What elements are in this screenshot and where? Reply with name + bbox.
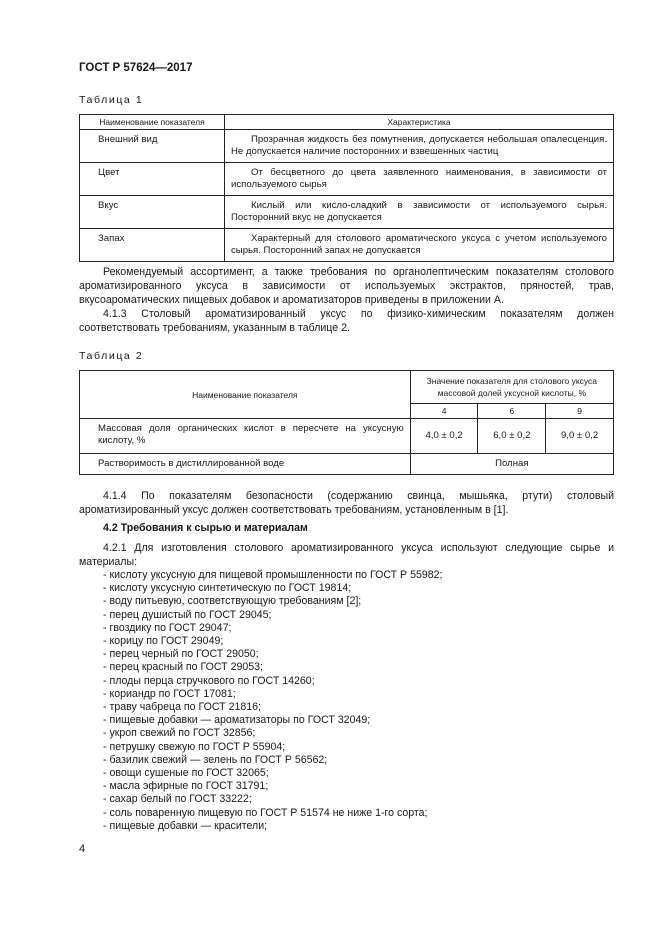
paragraph-4-2-1: 4.2.1 Для изготовления столового ароматизированного уксуса используют следующие сырье и материалы:: [79, 542, 614, 568]
table2-header-value: Значение показателя для столового уксуса массовой долей уксусной кислоты, %: [410, 371, 613, 404]
table-row: [80, 229, 614, 262]
table2-cell-value: 4,0 ± 0,2: [410, 419, 478, 454]
list-item: - масла эфирные по ГОСТ 31791;: [103, 780, 269, 793]
table2-cell-name: Растворимость в дистиллированной воде: [80, 454, 411, 475]
list-item: - плоды перца стручкового по ГОСТ 14260;: [103, 674, 315, 687]
materials-list: [103, 569, 442, 833]
list-item: - гвоздику по ГОСТ 29047;: [103, 621, 232, 634]
list-item: - перец душистый по ГОСТ 29045;: [103, 608, 272, 621]
table1-header-characteristic: Характеристика: [225, 115, 614, 130]
table-row: [80, 163, 614, 196]
table1-cell-name: Внешний вид: [80, 130, 225, 163]
table2-cell-value: 6,0 ± 0,2: [478, 419, 546, 454]
table-row: [80, 130, 614, 163]
list-item: - овощи сушеные по ГОСТ 32065;: [103, 767, 269, 780]
table1-caption: Таблица 1: [79, 94, 144, 106]
table1-cell-name: Запах: [80, 229, 225, 262]
list-item: - укроп свежий по ГОСТ 32856;: [103, 727, 256, 740]
table-row: [80, 454, 614, 475]
list-item: - воду питьевую, соответствующую требованиям [2];: [103, 595, 362, 608]
list-item: - петрушку свежую по ГОСТ Р 55904;: [103, 740, 286, 753]
table1-cell-name: Цвет: [80, 163, 225, 196]
table-row: [80, 196, 614, 229]
list-item: - перец красный по ГОСТ 29053;: [103, 661, 264, 674]
list-item: - пищевые добавки — ароматизаторы по ГОСТ 32049;: [103, 714, 371, 727]
paragraph-4-1-3: 4.1.3 Столовый ароматизированный уксус по физико-химическим показателям должен соответствовать требованиям, указанным в таблице 2.: [79, 308, 614, 334]
table2: [79, 370, 614, 475]
list-item: - кислоту уксусную для пищевой промышленности по ГОСТ Р 55982;: [103, 569, 443, 581]
paragraph-assortment: Рекомендуемый ассортимент, а также требования по органолептическим показателям столового ароматизированного уксуса в зависимости от используемых экстрактов, пряностей, трав, вкусоароматических пищевых добавок и ароматизаторов приведены в приложении А.: [79, 266, 614, 306]
paragraph-4-1-4: 4.1.4 По показателям безопасности (содержанию свинца, мышьяка, ртути) столовый ароматизированный уксус должен соответствовать требованиям, установленным в [1].: [79, 490, 614, 516]
list-item: - сахар белый по ГОСТ 33222;: [103, 793, 252, 806]
list-item: - перец черный по ГОСТ 29050;: [103, 648, 259, 661]
table-row: [80, 419, 614, 454]
list-item: - корицу по ГОСТ 29049;: [103, 635, 224, 648]
page-number: 4: [79, 843, 86, 855]
table1-cell-desc: От бесцветного до цвета заявленного наименования, в зависимости от используемого сырья: [225, 163, 614, 196]
table1-header-name: Наименование показателя: [80, 115, 225, 130]
table2-subheader: 4: [410, 404, 478, 419]
list-item: - кислоту уксусную синтетическую по ГОСТ 19814;: [103, 582, 352, 595]
list-item: - траву чабреца по ГОСТ 21816;: [103, 701, 261, 714]
table1-cell-desc: Кислый или кисло-сладкий в зависимости от используемого сырья. Посторонний вкус не допускается: [225, 196, 614, 229]
table2-subheader: 6: [478, 404, 546, 419]
table2-subheader: 9: [546, 404, 614, 419]
table2-header-name: Наименование показателя: [80, 371, 411, 419]
table2-cell-value: Полная: [410, 454, 613, 475]
table1-cell-desc: Прозрачная жидкость без помутнения, допускается небольшая опалесценция. Не допускается наличие посторонних и взвешенных частиц: [225, 130, 614, 163]
table1-cell-name: Вкус: [80, 196, 225, 229]
table1-cell-desc: Характерный для столового ароматического уксуса с учетом используемого сырья. Посторонний запах не допускается: [225, 229, 614, 262]
table2-cell-name: Массовая доля органических кислот в пересчете на уксусную кислоту, %: [80, 419, 411, 454]
table2-caption: Таблица 2: [79, 350, 144, 362]
list-item: - пищевые добавки — красители;: [103, 819, 268, 832]
list-item: - кориандр по ГОСТ 17081;: [103, 687, 236, 700]
table2-cell-value: 9,0 ± 0,2: [546, 419, 614, 454]
table1: [79, 114, 614, 262]
section-heading-4-2: 4.2 Требования к сырью и материалам: [103, 522, 308, 534]
list-item: - базилик свежий — зелень по ГОСТ Р 56562;: [103, 753, 328, 766]
list-item: - соль поваренную пищевую по ГОСТ Р 51574 не ниже 1-го сорта;: [103, 806, 428, 819]
document-header: ГОСТ Р 57624—2017: [79, 62, 193, 74]
